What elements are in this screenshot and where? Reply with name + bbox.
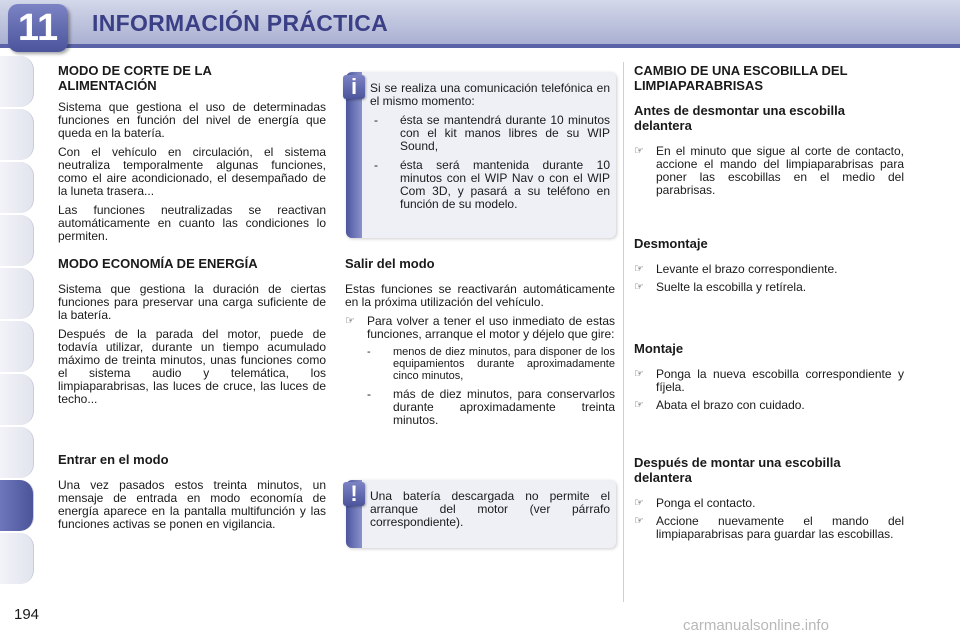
exit-mode-paragraph: Estas funciones se reactivarán automáticamente en la próxima utilización del vehículo.: [345, 282, 615, 309]
section-title-energy-economy: MODO ECONOMÍA DE ENERGÍA: [58, 256, 258, 271]
pointing-hand-icon: ☞: [634, 497, 644, 509]
column-right-wiper: [634, 63, 904, 202]
dash-marker: -: [367, 387, 371, 401]
exit-mode-substep-text: más de diez minutos, para conservarlos durante aproximadamente treinta minutos.: [393, 387, 615, 427]
exit-mode-step-text: Para volver a tener el uso inmediato de estas funciones, arranque el motor y déjelo que gire:: [367, 314, 615, 341]
chapter-tab[interactable]: [0, 162, 34, 213]
dash-marker: -: [374, 113, 378, 127]
warning-icon: !: [343, 482, 365, 506]
subtitle-before-removing: Antes de desmontar una escobilla delantera: [634, 103, 845, 133]
power-cut-paragraph-2: Con el vehículo en circulación, el sistema neutraliza temporalmente algunas funciones, como el aire acondicionado, el desempañado de la luneta trasera...: [58, 145, 326, 198]
info-note-content: [370, 82, 610, 217]
chapter-tab[interactable]: [0, 215, 34, 266]
warning-note-text: Una batería descargada no permite el arranque del motor (ver párrafo correspondiente).: [370, 489, 610, 529]
pointing-hand-icon: ☞: [634, 263, 644, 275]
chapter-number-badge: 11: [8, 4, 68, 52]
column-right-mounting: [634, 341, 904, 417]
info-note-item-text: ésta será mantenida durante 10 minutos con el WIP Nav o con el WIP Com 3D, y pasará a su teléfono en función de su modelo.: [400, 158, 610, 211]
pointing-hand-icon: ☞: [634, 281, 644, 293]
chapter-tab-active[interactable]: [0, 480, 34, 531]
info-note-intro: Si se realiza una comunicación telefónica en el mismo momento:: [370, 81, 610, 108]
column-middle-exit: [345, 256, 615, 433]
removal-step: [634, 263, 904, 276]
pointing-hand-icon: ☞: [345, 315, 355, 327]
info-note-item: [370, 159, 610, 211]
exit-mode-substep: [345, 388, 615, 427]
chapter-tab[interactable]: [0, 56, 34, 107]
pointing-hand-icon: ☞: [634, 368, 644, 380]
subtitle-after-mounting: Después de montar una escobilla delantera: [634, 455, 841, 485]
column-right-after: [634, 455, 904, 546]
column-left: [58, 63, 326, 249]
dash-marker: -: [367, 346, 371, 358]
after-mounting-step-text: Ponga el contacto.: [656, 496, 756, 510]
removal-step-text: Suelte la escobilla y retírela.: [656, 280, 807, 294]
watermark: carmanualsonline.info: [683, 617, 829, 634]
warning-note: [346, 480, 616, 548]
column-divider: [623, 62, 624, 602]
energy-economy-paragraph-2: Después de la parada del motor, puede de todavía utilizar, durante un tiempo acumulado máximo de treinta minutos, unas funciones como el sistema audio y telemática, los limpiaparabrisas, las luces de cruce, las luces de techo...: [58, 327, 326, 406]
page-title: INFORMACIÓN PRÁCTICA: [92, 10, 389, 36]
pointing-hand-icon: ☞: [634, 399, 644, 411]
info-note-item-text: ésta se mantendrá durante 10 minutos con el kit manos libres de su WIP Sound,: [400, 113, 610, 153]
exit-mode-substep: [345, 346, 615, 382]
subtitle-mounting: Montaje: [634, 341, 684, 356]
section-title-wiper-change: CAMBIO DE UNA ESCOBILLA DEL LIMPIAPARABRISAS: [634, 63, 848, 93]
column-right-removal: [634, 236, 904, 299]
power-cut-paragraph-1: Sistema que gestiona el uso de determinadas funciones en función del nivel de energía que queda en la batería.: [58, 100, 326, 140]
section-title-power-cut: MODO DE CORTE DE LA ALIMENTACIÓN: [58, 63, 212, 93]
section-title-exit-mode: Salir del modo: [345, 256, 435, 271]
info-icon: i: [343, 75, 365, 99]
section-title-enter-mode: Entrar en el modo: [58, 452, 169, 467]
power-cut-paragraph-3: Las funciones neutralizadas se reactivan automáticamente en cuanto las condiciones lo permiten.: [58, 203, 326, 243]
chapter-tab[interactable]: [0, 268, 34, 319]
before-removing-step-text: En el minuto que sigue al corte de contacto, accione el mando del limpiaparabrisas para poner las escobillas en el medio del parabrisas.: [656, 144, 904, 197]
before-removing-step: [634, 145, 904, 197]
page-number: 194: [14, 606, 40, 623]
chapter-tabs: [0, 56, 34, 586]
mounting-step: [634, 368, 904, 394]
mounting-step: [634, 399, 904, 412]
chapter-tab[interactable]: [0, 321, 34, 372]
pointing-hand-icon: ☞: [634, 515, 644, 527]
subtitle-removal: Desmontaje: [634, 236, 708, 251]
chapter-tab[interactable]: [0, 374, 34, 425]
warning-note-content: [370, 490, 610, 535]
enter-mode-paragraph: Una vez pasados estos treinta minutos, un mensaje de entrada en modo economía de energía aparece en la pantalla multifunción y las funciones activas se ponen en vigilancia.: [58, 478, 326, 531]
after-mounting-step-text: Accione nuevamente el mando del limpiaparabrisas para guardar las escobillas.: [656, 514, 904, 541]
mounting-step-text: Abata el brazo con cuidado.: [656, 398, 805, 412]
exit-mode-step: [345, 315, 615, 341]
removal-step-text: Levante el brazo correspondiente.: [656, 262, 838, 276]
dash-marker: -: [374, 158, 378, 172]
column-left-enter: [58, 452, 326, 537]
info-note-item: [370, 114, 610, 153]
after-mounting-step: [634, 515, 904, 541]
exit-mode-substep-text: menos de diez minutos, para disponer de los equipamientos durante aproximadamente cinco minutos,: [393, 346, 615, 382]
mounting-step-text: Ponga la nueva escobilla correspondiente y fíjela.: [656, 367, 904, 394]
energy-economy-paragraph-1: Sistema que gestiona la duración de ciertas funciones para preservar una carga suficiente de la batería.: [58, 282, 326, 322]
header-divider: [0, 44, 960, 48]
chapter-tab[interactable]: [0, 427, 34, 478]
chapter-tab[interactable]: [0, 533, 34, 584]
after-mounting-step: [634, 497, 904, 510]
pointing-hand-icon: ☞: [634, 145, 644, 157]
chapter-tab[interactable]: [0, 109, 34, 160]
column-left-economy: [58, 256, 326, 412]
removal-step: [634, 281, 904, 294]
info-note: [346, 72, 616, 238]
